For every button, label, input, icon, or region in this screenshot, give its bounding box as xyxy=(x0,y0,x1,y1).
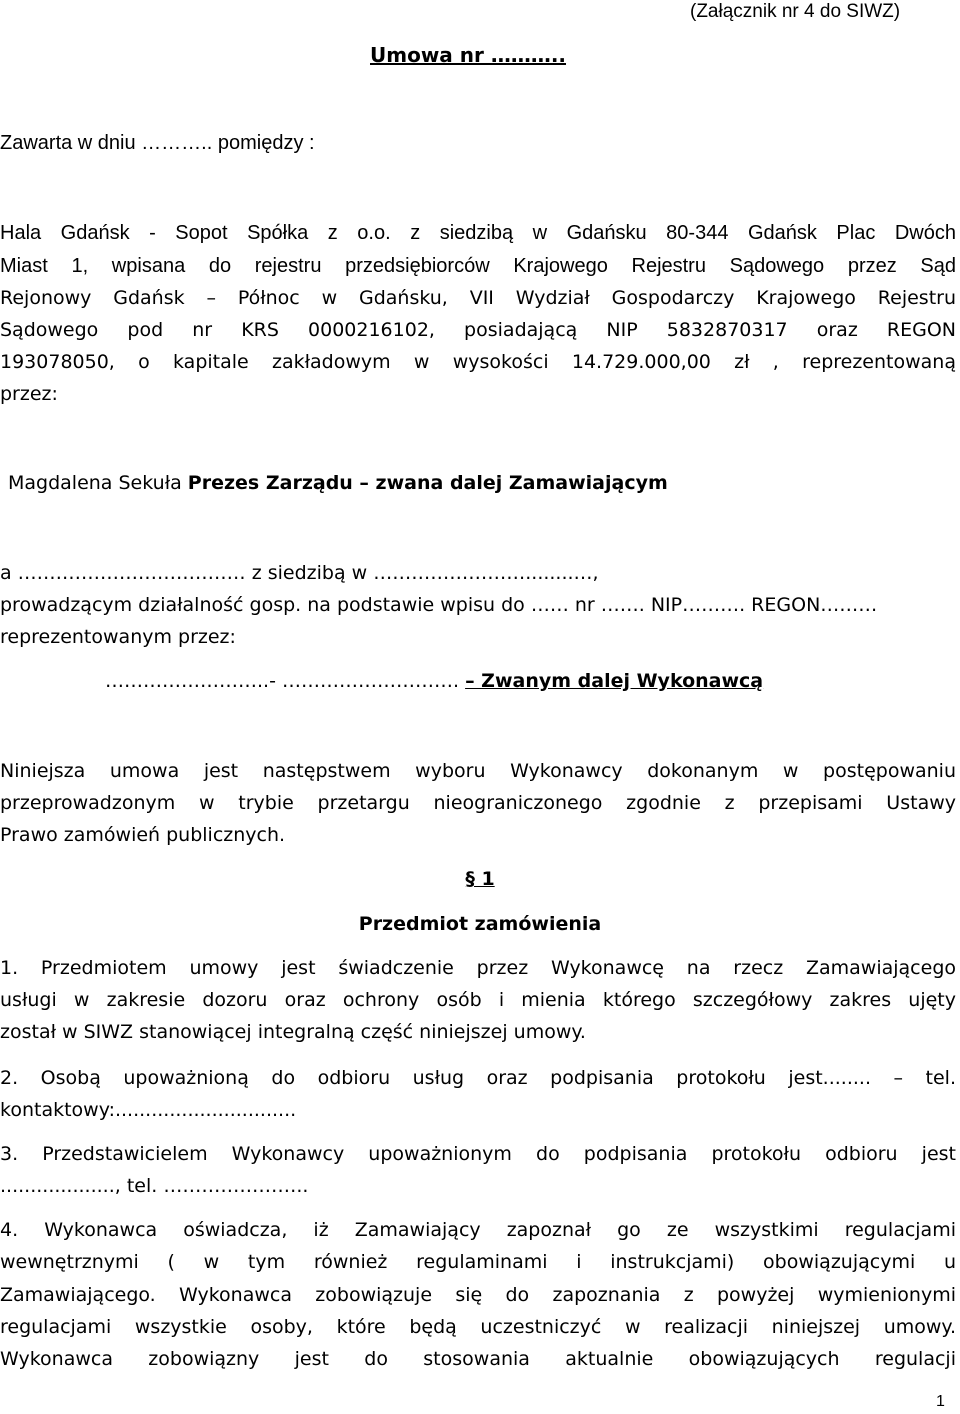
preamble-line-3: Prawo zamówień publicznych. xyxy=(0,824,286,846)
p2-line-2: kontaktowy:.............................. xyxy=(0,1099,297,1121)
contract-title: Umowa nr ……….. xyxy=(370,43,567,67)
rep-name: Magdalena Sekuła xyxy=(8,472,182,494)
party2-line-2: prowadzącym działalność gosp. na podstawie wpisu do …… nr ……. NIP………. REGON……… xyxy=(0,594,878,616)
preamble-line-1: Niniejsza umowa jest następstwem wyboru Wykonawcy dokonanym w postępowaniu xyxy=(0,760,956,782)
p1-line-1: 1. Przedmiotem umowy jest świadczenie przez Wykonawcę na rzecz Zamawiającego xyxy=(0,957,956,979)
rep-dots: ……………………..- ………………………. xyxy=(105,670,466,692)
party2-line-3: reprezentowanym przez: xyxy=(0,626,236,648)
preamble-line-2: przeprowadzonym w trybie przetargu nieograniczonego zgodnie z przepisami Ustawy xyxy=(0,792,956,814)
p3-line-1: 3. Przedstawicielem Wykonawcy upoważnionym do podpisania protokołu odbioru jest xyxy=(0,1143,956,1165)
party2-line-1: a ……………………………… z siedzibą w ……………………........…, xyxy=(0,562,599,584)
party1-line-2: Miast 1, wpisana do rejestru przedsiębiorców Krajowego Rejestru Sądowego przez Sąd xyxy=(0,255,956,277)
annex-label: (Załącznik nr 4 do SIWZ) xyxy=(690,1,901,22)
p4-line-3: Zamawiającego. Wykonawca zobowiązuje się do zapoznania z powyżej wymienionymi xyxy=(0,1284,956,1306)
p2-line-1: 2. Osobą upoważnioną do odbioru usług oraz podpisania protokołu jest........ – tel. xyxy=(0,1067,956,1089)
party1-line-5: 193078050, o kapitale zakładowym w wysokości 14.729.000,00 zł , reprezentowaną xyxy=(0,351,956,373)
zamawiajacy-representative xyxy=(8,471,668,495)
party1-line-6: przez: xyxy=(0,383,58,405)
p1-line-2: usługi w zakresie dozoru oraz ochrony osób i mienia którego szczegółowy zakres ujęty xyxy=(0,989,956,1011)
wykonawca-representative xyxy=(105,669,763,693)
p4-line-2: wewnętrznymi ( w tym również regulaminami i instrukcjami) obowiązującymi u xyxy=(0,1251,956,1273)
p3-line-2: ..................., tel. ………………….. xyxy=(0,1175,309,1197)
p4-line-5: Wykonawca zobowiązny jest do stosowania aktualnie obowiązujących regulacji xyxy=(0,1348,956,1370)
page-number: 1 xyxy=(936,1393,945,1410)
party1-line-1: Hala Gdańsk - Sopot Spółka z o.o. z siedzibą w Gdańsku 80-344 Gdańsk Plac Dwóch xyxy=(0,222,956,244)
p4-line-1: 4. Wykonawca oświadcza, iż Zamawiający zapoznał go ze wszystkimi regulacjami xyxy=(0,1219,956,1241)
p1-line-3: został w SIWZ stanowiącej integralną część niniejszej umowy. xyxy=(0,1021,586,1043)
party1-line-3: Rejonowy Gdańsk – Północ w Gdańsku, VII Wydział Gospodarczy Krajowego Rejestru xyxy=(0,287,956,309)
p4-line-4: regulacjami wszystkie osoby, które będą uczestniczyć w realizacji niniejszej umowy. xyxy=(0,1316,956,1338)
party1-line-4: Sądowego pod nr KRS 0000216102, posiadającą NIP 5832870317 oraz REGON xyxy=(0,319,956,341)
section-heading: Przedmiot zamówienia xyxy=(358,913,602,935)
rep-role: Prezes Zarządu – zwana dalej Zamawiającym xyxy=(187,472,668,494)
concluded-line: Zawarta w dniu ……….. pomiędzy : xyxy=(0,132,315,154)
rep-label: – Zwanym dalej Wykonawcą xyxy=(465,670,764,692)
section-number: § 1 xyxy=(465,868,495,890)
